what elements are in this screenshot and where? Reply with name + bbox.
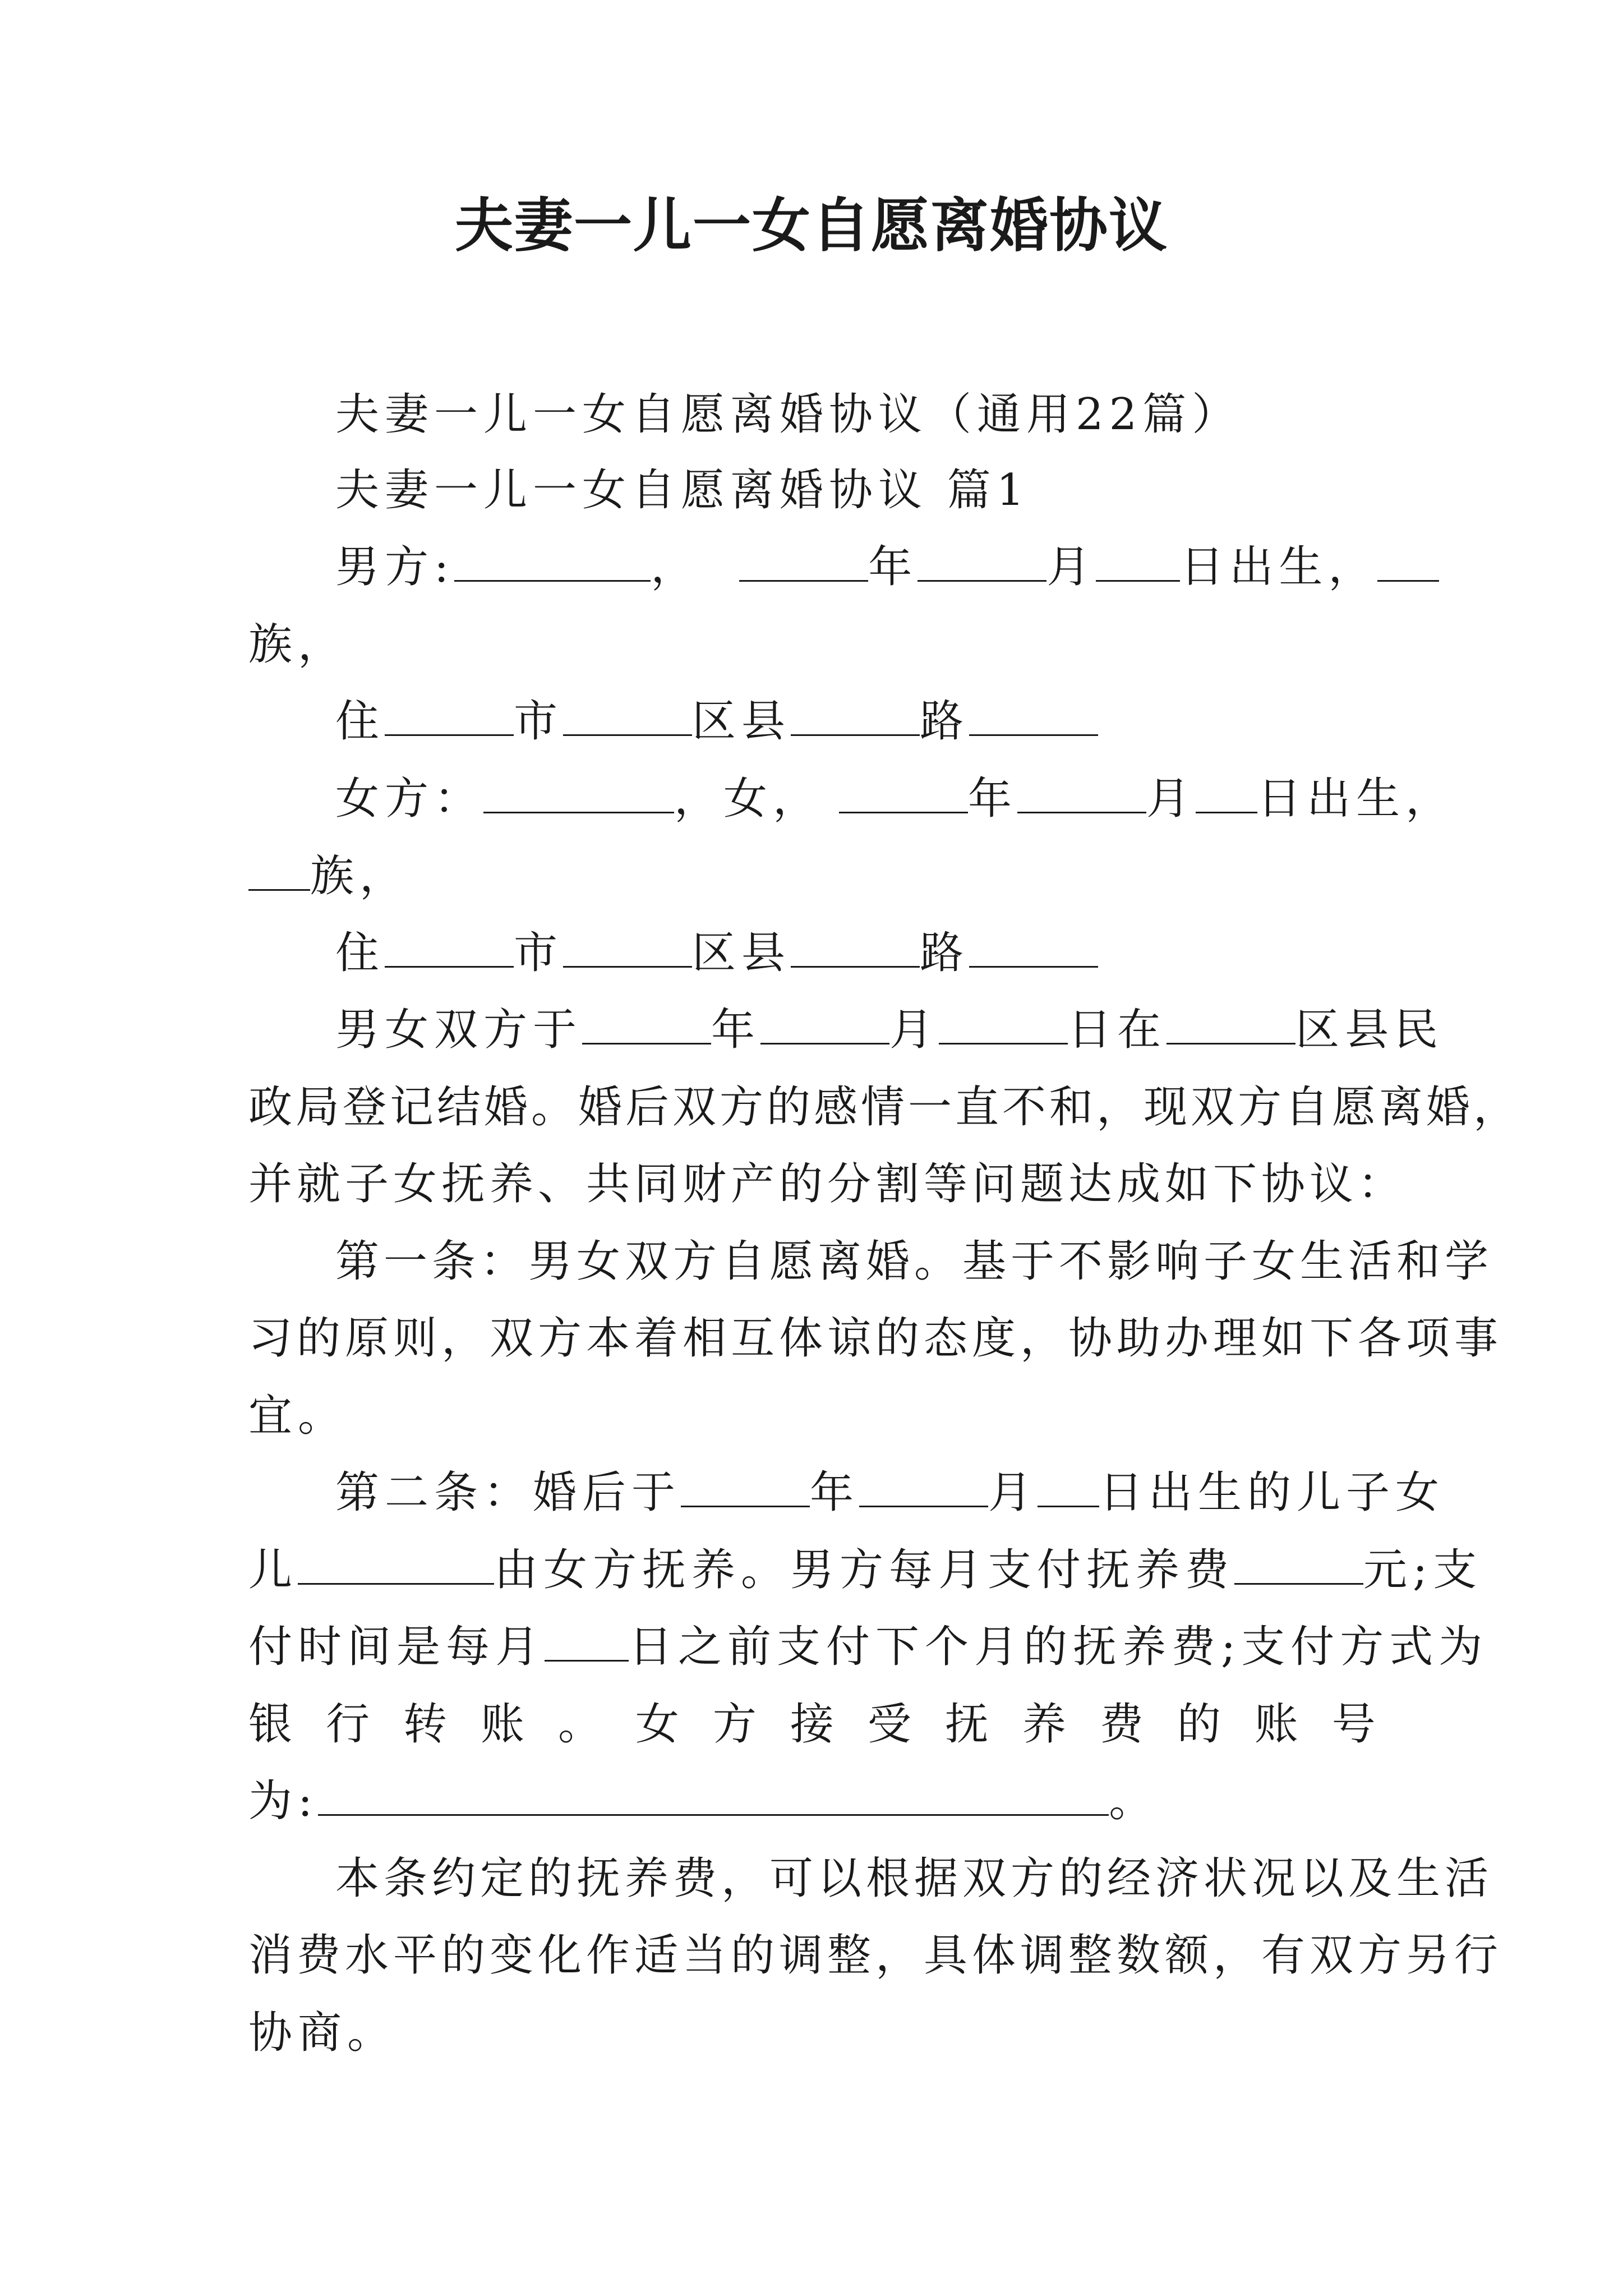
article2-born-label: 日出生的儿子女 (1099, 1467, 1445, 1518)
male-month-label: 月 (1046, 542, 1096, 592)
female-road-label: 路 (920, 928, 970, 978)
female-month-blank (1017, 811, 1146, 813)
article1-line-2: 习的原则，双方本着相互体谅的态度，协助办理如下各项事 (248, 1313, 1503, 1364)
female-ethnicity-label: 族， (310, 851, 409, 901)
female-city-blank (385, 965, 514, 968)
article2-year-label: 年 (810, 1467, 860, 1518)
article2-line-5 (248, 1776, 1159, 1826)
male-name-blank (454, 579, 651, 582)
bank-char: 。 (557, 1699, 602, 1750)
adjust-line-1: 本条约定的抚养费，可以根据双方的经济状况以及生活 (335, 1853, 1493, 1904)
male-road-number-blank (969, 734, 1098, 736)
section-heading: 夫妻一儿一女自愿离婚协议 篇1 (335, 465, 1030, 516)
article2-account-end: 。 (1109, 1776, 1159, 1826)
article2-line-1 (335, 1467, 1445, 1518)
female-name-blank (483, 811, 674, 813)
female-info-line (335, 774, 1455, 824)
article2-custody-text: 由女方抚养。男方每月支付抚养费 (494, 1545, 1235, 1595)
article2-prefix: 第二条：婚后于 (335, 1467, 681, 1518)
bank-char: 养 (1022, 1699, 1066, 1750)
article2-amount-blank (1234, 1582, 1363, 1585)
article2-day-blank (1038, 1505, 1099, 1507)
female-address-line (335, 928, 1098, 978)
male-address-line (335, 696, 1098, 747)
marriage-year-label: 年 (711, 1005, 761, 1055)
article2-line-3 (248, 1622, 1488, 1672)
article2-account-blank (318, 1814, 1109, 1816)
male-ethnic-blank (1377, 579, 1439, 582)
bank-char: 号 (1331, 1699, 1376, 1750)
article2-paytime-label: 付时间是每月 (248, 1622, 545, 1672)
bank-char: 女 (635, 1699, 679, 1750)
marriage-day-blank (939, 1042, 1068, 1045)
bank-char: 方 (712, 1699, 757, 1750)
female-label: 女方： (335, 774, 484, 824)
female-gender: ，女， (674, 774, 823, 824)
female-road-number-blank (969, 965, 1098, 968)
bank-char: 抚 (944, 1699, 989, 1750)
male-comma: ， (651, 542, 700, 592)
female-city-label: 市 (514, 928, 564, 978)
marriage-prefix: 男女双方于 (335, 1005, 583, 1055)
male-day-blank (1096, 579, 1180, 582)
marriage-day-label: 日在 (1068, 1005, 1167, 1055)
male-address-prefix: 住 (335, 696, 385, 747)
marriage-month-blank (760, 1042, 889, 1045)
female-day-blank (1196, 811, 1257, 813)
bank-char: 受 (867, 1699, 911, 1750)
female-year-blank (839, 811, 968, 813)
marriage-bureau-label: 区县民 (1295, 1005, 1444, 1055)
female-district-blank (563, 965, 692, 968)
adjust-line-2: 消费水平的变化作适当的调整，具体调整数额，有双方另行 (248, 1930, 1503, 1981)
article1-line-3: 宜。 (248, 1391, 348, 1441)
male-label: 男方: (335, 542, 455, 592)
bank-char: 接 (790, 1699, 834, 1750)
marriage-line-3: 并就子女抚养、共同财产的分割等问题达成如下协议： (248, 1159, 1407, 1209)
adjust-line-3: 协商。 (248, 2008, 397, 2058)
article2-payday-blank (545, 1659, 629, 1662)
bank-char: 费 (1099, 1699, 1144, 1750)
female-month-label: 月 (1146, 774, 1196, 824)
marriage-month-label: 月 (889, 1005, 939, 1055)
marriage-line-2: 政局登记结婚。婚后双方的感情一直不和，现双方自愿离婚， (248, 1082, 1521, 1133)
female-address-prefix: 住 (335, 928, 385, 978)
bank-char: 的 (1177, 1699, 1221, 1750)
marriage-place-blank (1166, 1042, 1295, 1045)
female-ethnicity-line (248, 851, 409, 901)
document-title: 夫妻一儿一女自愿离婚协议 (454, 191, 1168, 260)
male-born-label: 日出生， (1180, 542, 1378, 592)
article2-paytime-text: 日之前支付下个月的抚养费;支付方式为 (629, 1622, 1488, 1672)
male-road-label: 路 (920, 696, 970, 747)
male-district-label: 区县 (692, 696, 791, 747)
marriage-line-1 (335, 1005, 1444, 1055)
female-born-label: 日出生， (1257, 774, 1455, 824)
article2-month-label: 月 (988, 1467, 1038, 1518)
male-district-blank (563, 734, 692, 736)
bank-char: 账 (1254, 1699, 1298, 1750)
female-year-label: 年 (968, 774, 1018, 824)
article2-child-prefix: 儿 (248, 1545, 298, 1595)
marriage-year-blank (582, 1042, 711, 1045)
bank-char: 银 (248, 1699, 293, 1750)
male-road-blank (791, 734, 920, 736)
article2-month-blank (859, 1505, 988, 1507)
female-district-label: 区县 (692, 928, 791, 978)
article2-account-prefix: 为: (248, 1776, 319, 1826)
female-road-blank (791, 965, 920, 968)
article2-line-4 (248, 1699, 1376, 1750)
male-city-blank (385, 734, 514, 736)
male-info-line (335, 542, 1439, 592)
article2-line-2 (248, 1545, 1483, 1595)
bank-char: 转 (403, 1699, 447, 1750)
article2-yuan-label: 元;支 (1363, 1545, 1483, 1595)
male-month-blank (917, 579, 1046, 582)
bank-char: 行 (325, 1699, 370, 1750)
document-subtitle: 夫妻一儿一女自愿离婚协议（通用22篇） (335, 389, 1242, 440)
male-city-label: 市 (514, 696, 564, 747)
male-year-blank (739, 579, 868, 582)
article2-year-blank (681, 1505, 810, 1507)
male-ethnicity-line: 族， (248, 619, 348, 670)
bank-char: 账 (480, 1699, 524, 1750)
article1-line-1: 第一条：男女双方自愿离婚。基于不影响子女生活和学 (335, 1236, 1493, 1287)
female-ethnic-blank (248, 889, 310, 891)
article2-child-name-blank (298, 1582, 494, 1585)
male-year-label: 年 (868, 542, 918, 592)
